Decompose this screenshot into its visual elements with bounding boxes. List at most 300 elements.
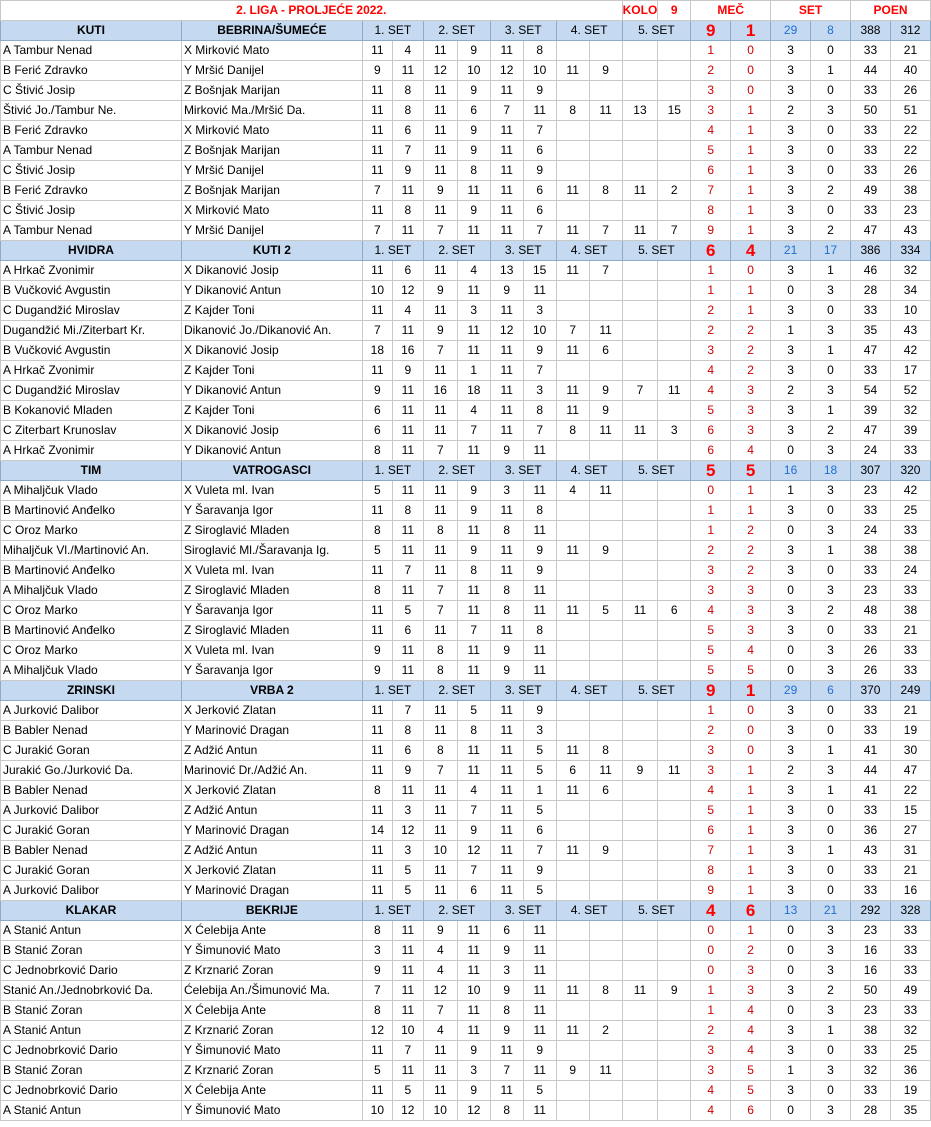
- set-score-away: 11: [457, 1021, 490, 1041]
- sets-won-home: 3: [771, 401, 811, 421]
- set-score-away: [658, 521, 691, 541]
- set-score-away: 9: [457, 821, 490, 841]
- set-score-home: [622, 521, 658, 541]
- set-score-away: 3: [523, 721, 556, 741]
- away-player: Z Krznarić Zoran: [181, 1061, 362, 1081]
- set-score-away: 11: [392, 641, 423, 661]
- home-player: Jurakić Go./Jurković Da.: [1, 761, 182, 781]
- points-away: 47: [890, 761, 930, 781]
- set-score-home: [622, 581, 658, 601]
- match-header-row: [1, 681, 931, 701]
- set-header-4: 4. SET: [556, 241, 622, 261]
- sets-won-home: 3: [771, 341, 811, 361]
- set-score-home: 11: [423, 881, 457, 901]
- set-score-home: 18: [362, 341, 392, 361]
- away-player: Z Adžić Antun: [181, 801, 362, 821]
- set-score-home: [622, 61, 658, 81]
- running-score-away: 5: [731, 1081, 771, 1101]
- home-player: A Jurković Dalibor: [1, 881, 182, 901]
- home-player: Dugandžić Mi./Ziterbart Kr.: [1, 321, 182, 341]
- set-score-home: 7: [556, 321, 589, 341]
- set-score-home: [622, 281, 658, 301]
- home-player: Stanić An./Jednobrković Da.: [1, 981, 182, 1001]
- set-score-away: 11: [392, 441, 423, 461]
- set-score-away: [589, 281, 622, 301]
- set-score-home: 11: [362, 801, 392, 821]
- set-score-away: [589, 641, 622, 661]
- game-row: [1, 1001, 931, 1021]
- set-score-home: [622, 1041, 658, 1061]
- away-player: X Dikanović Josip: [181, 421, 362, 441]
- set-score-away: [658, 781, 691, 801]
- points-away: 51: [890, 101, 930, 121]
- sets-total-home: 29: [771, 21, 811, 41]
- set-score-away: 9: [457, 141, 490, 161]
- set-score-away: 11: [392, 61, 423, 81]
- game-row: [1, 641, 931, 661]
- running-score-away: 3: [731, 621, 771, 641]
- running-score-home: 4: [691, 381, 731, 401]
- set-score-home: 9: [622, 761, 658, 781]
- set-score-home: 9: [490, 441, 523, 461]
- poen-label: POEN: [850, 1, 930, 21]
- sets-won-home: 0: [771, 581, 811, 601]
- set-score-away: 8: [457, 561, 490, 581]
- home-team-name: HVIDRA: [1, 241, 182, 261]
- set-score-away: 11: [523, 441, 556, 461]
- set-score-home: 11: [556, 841, 589, 861]
- set-score-away: 11: [457, 581, 490, 601]
- set-score-home: [556, 1081, 589, 1101]
- home-player: Štivić Jo./Tambur Ne.: [1, 101, 182, 121]
- set-score-away: [589, 441, 622, 461]
- sets-won-home: 3: [771, 201, 811, 221]
- set-score-away: 11: [523, 281, 556, 301]
- running-score-home: 4: [691, 1101, 731, 1121]
- set-score-away: 9: [457, 481, 490, 501]
- running-score-home: 0: [691, 921, 731, 941]
- set-score-home: 12: [362, 1021, 392, 1041]
- set-score-home: 9: [423, 921, 457, 941]
- sets-won-away: 0: [811, 861, 851, 881]
- away-player: Z Bošnjak Marijan: [181, 141, 362, 161]
- away-player: Z Adžić Antun: [181, 741, 362, 761]
- sets-total-home: 13: [771, 901, 811, 921]
- running-score-home: 2: [691, 1021, 731, 1041]
- set-score-home: 9: [490, 981, 523, 1001]
- away-player: Z Bošnjak Marijan: [181, 181, 362, 201]
- set-score-home: 9: [362, 961, 392, 981]
- home-player: B Stanić Zoran: [1, 1001, 182, 1021]
- set-score-home: 11: [362, 621, 392, 641]
- home-player: B Babler Nenad: [1, 841, 182, 861]
- set-score-home: 5: [362, 481, 392, 501]
- set-score-home: [622, 1101, 658, 1121]
- running-score-home: 1: [691, 501, 731, 521]
- points-home: 23: [850, 921, 890, 941]
- set-score-home: 11: [423, 401, 457, 421]
- set-score-home: 11: [423, 561, 457, 581]
- running-score-away: 4: [731, 1001, 771, 1021]
- running-score-away: 2: [731, 941, 771, 961]
- set-score-home: 11: [423, 161, 457, 181]
- points-home: 41: [850, 781, 890, 801]
- set-score-home: [556, 801, 589, 821]
- set-score-home: 11: [622, 421, 658, 441]
- set-score-away: 8: [523, 41, 556, 61]
- points-away: 39: [890, 421, 930, 441]
- set-score-home: 11: [490, 401, 523, 421]
- points-away: 31: [890, 841, 930, 861]
- set-score-away: 11: [457, 341, 490, 361]
- running-score-away: 0: [731, 261, 771, 281]
- set-score-away: [589, 941, 622, 961]
- set-score-away: 6: [658, 601, 691, 621]
- points-home: 44: [850, 61, 890, 81]
- set-score-home: [622, 441, 658, 461]
- sets-won-home: 0: [771, 1001, 811, 1021]
- running-score-away: 1: [731, 781, 771, 801]
- set-score-away: 11: [392, 521, 423, 541]
- home-player: C Jurakić Goran: [1, 741, 182, 761]
- kolo-value: 9: [658, 1, 691, 21]
- set-score-home: 11: [423, 801, 457, 821]
- set-score-home: 8: [423, 641, 457, 661]
- set-score-away: 8: [589, 181, 622, 201]
- set-score-away: [589, 961, 622, 981]
- points-away: 22: [890, 141, 930, 161]
- sets-won-away: 1: [811, 401, 851, 421]
- running-score-home: 9: [691, 881, 731, 901]
- set-score-away: 9: [658, 981, 691, 1001]
- sets-won-away: 3: [811, 281, 851, 301]
- points-home: 16: [850, 961, 890, 981]
- set-score-away: 8: [589, 741, 622, 761]
- game-row: [1, 921, 931, 941]
- set-score-away: [658, 301, 691, 321]
- set-score-away: [658, 321, 691, 341]
- set-score-home: [622, 1061, 658, 1081]
- set-header-1: 1. SET: [362, 681, 423, 701]
- set-score-away: [589, 821, 622, 841]
- set-score-home: [556, 81, 589, 101]
- sets-won-home: 1: [771, 1061, 811, 1081]
- set-score-away: [658, 1041, 691, 1061]
- set-score-home: 11: [362, 41, 392, 61]
- set-score-home: 8: [423, 661, 457, 681]
- set-score-home: 7: [622, 381, 658, 401]
- set-score-away: 7: [523, 421, 556, 441]
- game-row: [1, 1021, 931, 1041]
- home-player: C Jurakić Goran: [1, 821, 182, 841]
- set-score-away: 7: [457, 861, 490, 881]
- points-home: 33: [850, 621, 890, 641]
- set-score-away: [589, 41, 622, 61]
- away-player: X Jerković Zlatan: [181, 781, 362, 801]
- points-home: 54: [850, 381, 890, 401]
- game-row: [1, 361, 931, 381]
- set-score-home: 11: [490, 561, 523, 581]
- points-home: 33: [850, 301, 890, 321]
- set-score-home: 11: [362, 721, 392, 741]
- set-score-home: 11: [362, 841, 392, 861]
- set-score-away: 9: [523, 1041, 556, 1061]
- set-header-3: 3. SET: [490, 461, 556, 481]
- set-score-home: 11: [490, 541, 523, 561]
- set-score-home: [622, 41, 658, 61]
- set-score-home: 7: [423, 1001, 457, 1021]
- match-score-away: 4: [731, 241, 771, 261]
- set-score-away: 7: [523, 121, 556, 141]
- set-score-home: 3: [490, 481, 523, 501]
- set-score-away: [589, 921, 622, 941]
- running-score-away: 3: [731, 421, 771, 441]
- sets-won-away: 3: [811, 1001, 851, 1021]
- mec-label: MEČ: [691, 1, 771, 21]
- set-score-away: 3: [523, 301, 556, 321]
- match-score-home: 9: [691, 681, 731, 701]
- set-score-away: 18: [457, 381, 490, 401]
- set-score-home: 11: [556, 981, 589, 1001]
- away-player: Y Šimunović Mato: [181, 1101, 362, 1121]
- home-player: A Tambur Nenad: [1, 221, 182, 241]
- set-score-away: 11: [457, 521, 490, 541]
- set-score-away: 11: [589, 481, 622, 501]
- home-player: A Mihaljčuk Vlado: [1, 581, 182, 601]
- set-score-away: [658, 841, 691, 861]
- set-score-away: 12: [392, 821, 423, 841]
- points-away: 40: [890, 61, 930, 81]
- set-score-away: 11: [589, 321, 622, 341]
- set-score-away: 12: [392, 1101, 423, 1121]
- game-row: [1, 701, 931, 721]
- set-score-home: 4: [423, 961, 457, 981]
- set-score-away: [589, 881, 622, 901]
- points-home: 48: [850, 601, 890, 621]
- set-score-home: 8: [490, 601, 523, 621]
- sets-won-away: 3: [811, 1101, 851, 1121]
- points-home: 33: [850, 881, 890, 901]
- game-row: [1, 741, 931, 761]
- game-row: [1, 1081, 931, 1101]
- set-score-home: [622, 741, 658, 761]
- set-score-home: 8: [490, 1001, 523, 1021]
- set-score-away: 5: [523, 761, 556, 781]
- set-score-home: 11: [556, 221, 589, 241]
- set-score-home: [556, 881, 589, 901]
- set-score-home: [556, 721, 589, 741]
- set-score-home: 11: [556, 181, 589, 201]
- sets-won-home: 0: [771, 941, 811, 961]
- home-player: A Jurković Dalibor: [1, 801, 182, 821]
- set-score-away: 11: [392, 1061, 423, 1081]
- set-score-home: [622, 1001, 658, 1021]
- points-away: 34: [890, 281, 930, 301]
- away-player: Y Dikanović Antun: [181, 381, 362, 401]
- set-score-home: 11: [362, 161, 392, 181]
- sets-won-away: 0: [811, 561, 851, 581]
- set-score-home: 6: [362, 421, 392, 441]
- game-row: [1, 941, 931, 961]
- sets-won-away: 0: [811, 301, 851, 321]
- set-score-home: 7: [362, 181, 392, 201]
- home-player: C Jednobrković Dario: [1, 1041, 182, 1061]
- home-player: B Stanić Zoran: [1, 1061, 182, 1081]
- set-score-away: [589, 801, 622, 821]
- set-score-away: 11: [457, 761, 490, 781]
- set-score-away: 3: [658, 421, 691, 441]
- set-score-away: [658, 441, 691, 461]
- set-score-away: 11: [523, 1021, 556, 1041]
- set-score-home: [622, 821, 658, 841]
- set-score-away: [589, 621, 622, 641]
- set-score-away: 5: [392, 601, 423, 621]
- set-score-home: [556, 441, 589, 461]
- set-score-away: 8: [457, 721, 490, 741]
- set-score-away: [589, 581, 622, 601]
- set-score-away: [589, 161, 622, 181]
- set-score-away: 9: [457, 201, 490, 221]
- away-team-name: KUTI 2: [181, 241, 362, 261]
- set-score-home: [622, 501, 658, 521]
- running-score-away: 4: [731, 1041, 771, 1061]
- set-header-4: 4. SET: [556, 461, 622, 481]
- game-row: [1, 181, 931, 201]
- game-row: [1, 101, 931, 121]
- points-home: 38: [850, 541, 890, 561]
- sets-won-home: 3: [771, 601, 811, 621]
- set-score-home: [622, 141, 658, 161]
- running-score-away: 2: [731, 541, 771, 561]
- set-score-away: [658, 661, 691, 681]
- set-score-away: 11: [392, 421, 423, 441]
- set-score-home: 13: [490, 261, 523, 281]
- set-score-away: [589, 701, 622, 721]
- sets-total-away: 18: [811, 461, 851, 481]
- points-away: 26: [890, 81, 930, 101]
- set-score-home: 11: [362, 301, 392, 321]
- set-score-home: 11: [556, 401, 589, 421]
- points-away: 24: [890, 561, 930, 581]
- set-score-home: 11: [490, 501, 523, 521]
- points-home: 33: [850, 41, 890, 61]
- points-total-away: 334: [890, 241, 930, 261]
- set-score-away: 9: [392, 161, 423, 181]
- set-score-away: 3: [457, 1061, 490, 1081]
- set-score-home: [622, 561, 658, 581]
- set-score-home: 13: [622, 101, 658, 121]
- sets-won-away: 3: [811, 661, 851, 681]
- home-player: B Vučković Avgustin: [1, 281, 182, 301]
- set-score-away: 11: [392, 981, 423, 1001]
- set-score-away: 5: [392, 861, 423, 881]
- set-score-home: 3: [490, 961, 523, 981]
- sets-won-home: 3: [771, 1021, 811, 1041]
- set-score-away: [658, 501, 691, 521]
- sets-won-home: 3: [771, 301, 811, 321]
- running-score-away: 1: [731, 501, 771, 521]
- sets-won-away: 0: [811, 361, 851, 381]
- set-score-away: 11: [457, 661, 490, 681]
- away-player: Z Kajder Toni: [181, 401, 362, 421]
- running-score-away: 3: [731, 981, 771, 1001]
- running-score-away: 0: [731, 721, 771, 741]
- running-score-away: 1: [731, 141, 771, 161]
- away-player: Z Kajder Toni: [181, 301, 362, 321]
- running-score-away: 6: [731, 1101, 771, 1121]
- points-home: 38: [850, 1021, 890, 1041]
- home-player: C Jednobrković Dario: [1, 961, 182, 981]
- set-score-home: [556, 621, 589, 641]
- points-away: 15: [890, 801, 930, 821]
- set-header-4: 4. SET: [556, 901, 622, 921]
- set-score-home: [556, 281, 589, 301]
- game-row: [1, 421, 931, 441]
- set-score-away: 11: [523, 1001, 556, 1021]
- set-score-home: 11: [556, 61, 589, 81]
- points-away: 38: [890, 541, 930, 561]
- points-home: 32: [850, 1061, 890, 1081]
- set-score-home: 11: [490, 1041, 523, 1061]
- running-score-away: 3: [731, 581, 771, 601]
- points-home: 35: [850, 321, 890, 341]
- set-header-2: 2. SET: [423, 681, 490, 701]
- set-score-away: [589, 141, 622, 161]
- points-away: 19: [890, 721, 930, 741]
- set-score-home: 11: [490, 421, 523, 441]
- set-score-home: [622, 81, 658, 101]
- match-score-home: 6: [691, 241, 731, 261]
- game-row: [1, 961, 931, 981]
- set-score-away: 11: [392, 181, 423, 201]
- points-away: 30: [890, 741, 930, 761]
- set-score-home: 11: [423, 1041, 457, 1061]
- sets-won-away: 1: [811, 1021, 851, 1041]
- set-header-3: 3. SET: [490, 241, 556, 261]
- running-score-away: 1: [731, 281, 771, 301]
- set-score-away: 1: [457, 361, 490, 381]
- set-score-home: 11: [362, 741, 392, 761]
- points-away: 33: [890, 1001, 930, 1021]
- away-player: Y Šaravanja Igor: [181, 601, 362, 621]
- set-score-away: [589, 1001, 622, 1021]
- sets-won-away: 0: [811, 41, 851, 61]
- set-score-home: 11: [362, 861, 392, 881]
- set-score-home: 9: [490, 641, 523, 661]
- sets-won-home: 0: [771, 961, 811, 981]
- set-score-home: [622, 541, 658, 561]
- sets-total-home: 21: [771, 241, 811, 261]
- sets-won-home: 3: [771, 781, 811, 801]
- set-score-away: 12: [392, 281, 423, 301]
- set-score-home: [622, 121, 658, 141]
- set-score-home: 6: [362, 401, 392, 421]
- points-away: 33: [890, 661, 930, 681]
- set-score-home: 11: [423, 361, 457, 381]
- running-score-away: 0: [731, 701, 771, 721]
- set-score-away: [658, 741, 691, 761]
- set-score-away: 4: [457, 781, 490, 801]
- set-score-home: [622, 261, 658, 281]
- running-score-away: 1: [731, 201, 771, 221]
- set-score-home: [622, 341, 658, 361]
- set-score-away: 5: [523, 741, 556, 761]
- sets-total-away: 8: [811, 21, 851, 41]
- set-score-away: 11: [523, 661, 556, 681]
- away-player: X Vuleta ml. Ivan: [181, 561, 362, 581]
- set-score-away: [658, 701, 691, 721]
- home-player: B Babler Nenad: [1, 781, 182, 801]
